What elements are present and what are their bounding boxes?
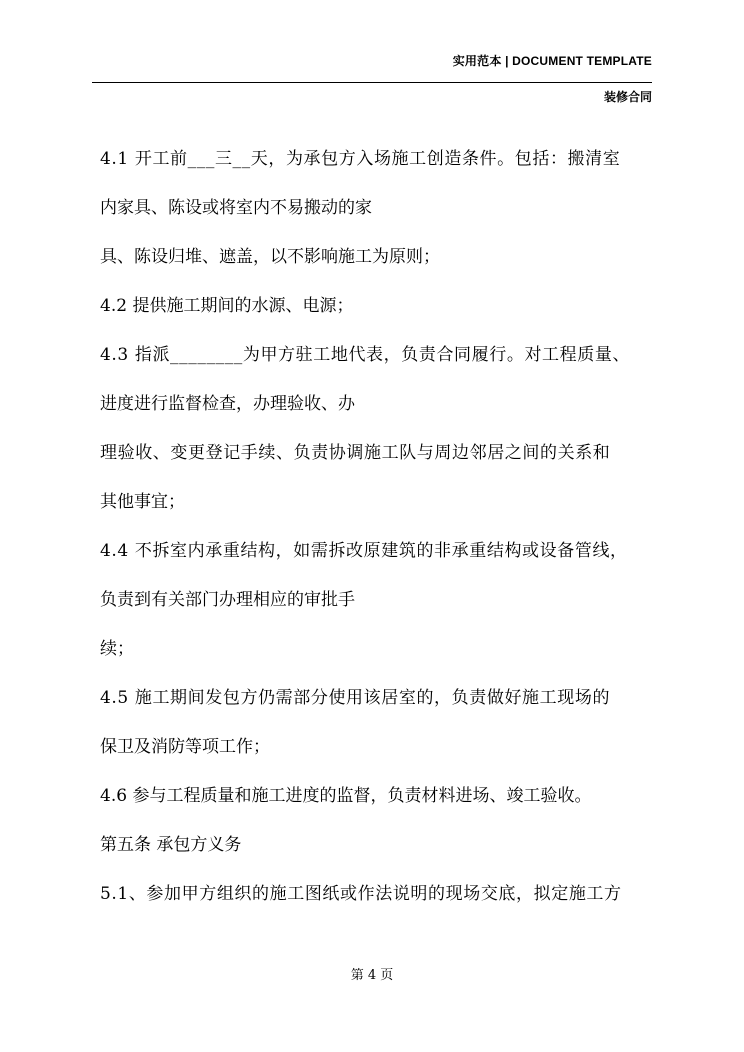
body-line: 4.3 指派________为甲方驻工地代表，负责合同履行。对工程质量、 xyxy=(100,345,631,365)
body-line: 保卫及消防等项工作； xyxy=(100,737,270,757)
body-line: 4.4 不拆室内承重结构，如需拆改原建筑的非承重结构或设备管线， xyxy=(100,541,628,561)
body-line: 其他事宜； xyxy=(100,492,185,512)
body-line: 4.1 开工前___三__天，为承包方入场施工创造条件。包括：搬清室 xyxy=(100,149,621,169)
body-line: 进度进行监督检查，办理验收、办 xyxy=(100,394,355,414)
body-line: 续； xyxy=(100,639,134,659)
body-line: 内家具、陈设或将室内不易搬动的家 xyxy=(100,198,372,218)
body-line: 负责到有关部门办理相应的审批手 xyxy=(100,590,355,610)
body-line: 5.1、参加甲方组织的施工图纸或作法说明的现场交底，拟定施工方 xyxy=(100,884,622,904)
body-line: 4.5 施工期间发包方仍需部分使用该居室的，负责做好施工现场的 xyxy=(100,688,611,708)
body-line: 理验收、变更登记手续、负责协调施工队与周边邻居之间的关系和 xyxy=(100,443,611,463)
header-divider xyxy=(92,82,652,83)
body-line: 4.2 提供施工期间的水源、电源； xyxy=(100,296,354,316)
header-subtitle: 装修合同 xyxy=(603,90,652,104)
body-line: 具、陈设归堆、遮盖，以不影响施工为原则； xyxy=(100,247,440,267)
header-title: 实用范本 | DOCUMENT TEMPLATE xyxy=(452,54,652,68)
document-body xyxy=(100,135,660,919)
body-line: 4.6 参与工程质量和施工进度的监督，负责材料进场、竣工验收。 xyxy=(100,786,592,806)
section-heading: 第五条 承包方义务 xyxy=(100,835,242,855)
page-number: 第 4 页 xyxy=(350,968,394,983)
